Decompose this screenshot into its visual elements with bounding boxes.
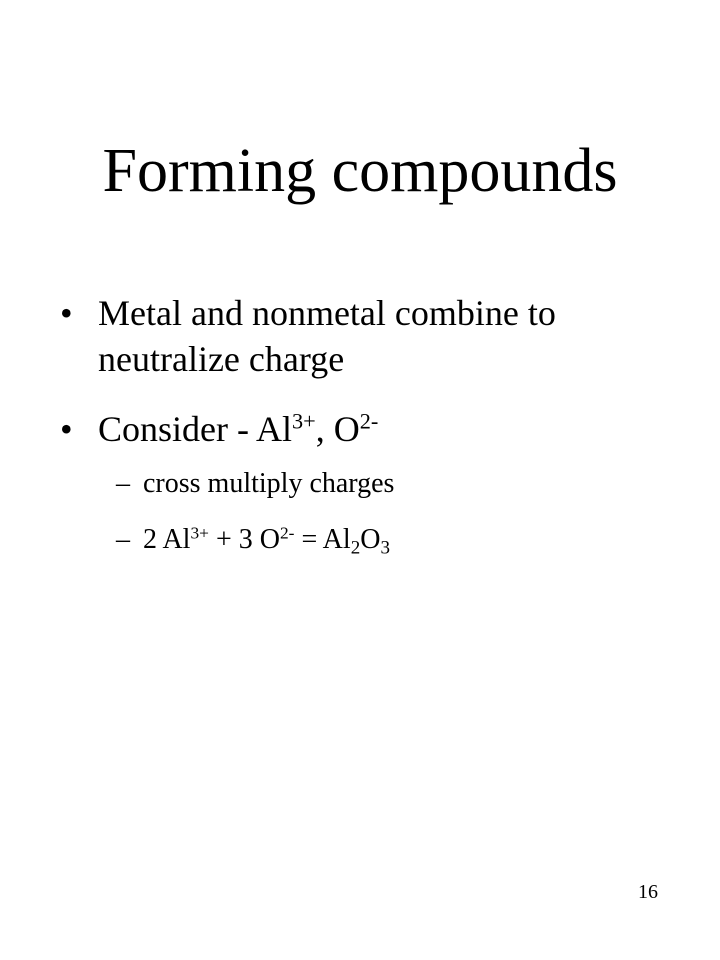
eq-part-3: = Al	[294, 524, 351, 555]
bullet-line-1: Metal and nonmetal combine to	[98, 293, 556, 333]
sub-bullet-cross-multiply: cross multiply charges	[143, 468, 395, 499]
sub-bullet-dash: –	[116, 524, 130, 555]
bullet-metal-nonmetal	[98, 290, 678, 382]
bullet-line-2: neutralize charge	[98, 339, 345, 379]
eq-o-charge: 2-	[279, 523, 295, 543]
eq-al-charge: 3+	[190, 523, 209, 543]
page-number: 16	[638, 881, 658, 903]
al-charge: 3+	[292, 408, 316, 434]
o-charge: 2-	[359, 408, 379, 434]
consider-prefix: Consider - Al	[98, 409, 292, 449]
bullet-marker: •	[60, 293, 73, 333]
eq-part-4: O	[360, 524, 381, 555]
eq-o-subscript: 3	[380, 537, 390, 559]
eq-part-2: + 3 O	[208, 524, 280, 555]
eq-part-1: 2 Al	[143, 524, 191, 555]
slide-title: Forming compounds	[102, 137, 618, 205]
consider-separator: , O	[315, 409, 360, 449]
eq-al-subscript: 2	[350, 537, 361, 559]
sub-bullet-dash: –	[116, 468, 130, 499]
bullet-consider	[98, 406, 678, 452]
sub-bullet-equation	[143, 522, 390, 558]
bullet-marker: •	[60, 409, 73, 449]
